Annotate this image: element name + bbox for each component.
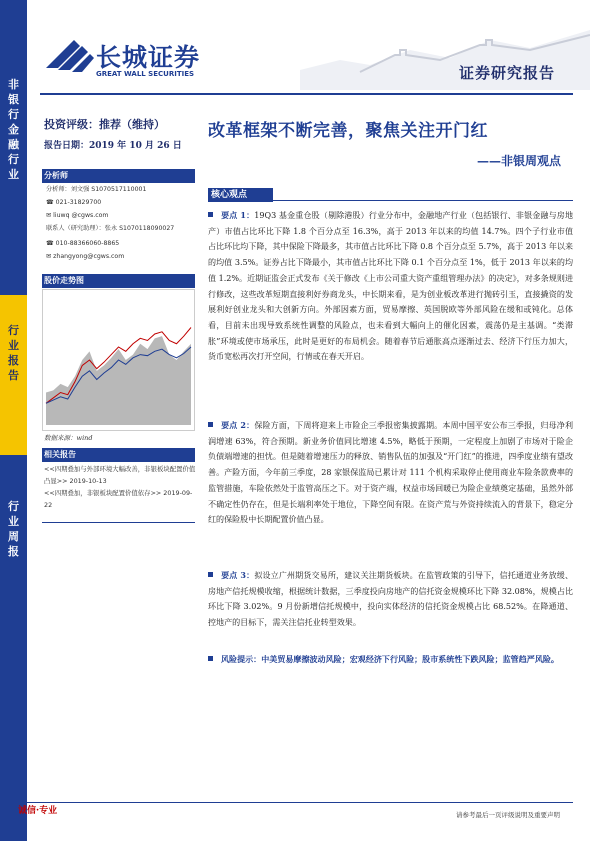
sidebar-char: 业 [8, 515, 19, 528]
analyst-header: 分析师 [42, 169, 195, 183]
core-views-divider [273, 200, 573, 201]
key-point-text: 拟设立广州期货交易所，建议关注期货板块。在监管政策的引导下，信托通道业务放缓、房地产信托规模收缩，根据统计数据，三季度投向房地产的信托资金规模环比下降 32.08%，规模占比环比下降 3.02%。9 月份新增信托规模中，投向实体经济的信托资金规模占比 68.52%。在降通道、控地产的目标下，需关注信托业转型效果。 [208, 571, 573, 628]
core-views-header: 核心观点 [208, 188, 273, 202]
related-report-item[interactable]: <<四期叠加与外部环境大幅改善，非银板块配置价值凸显>> 2019-10-13 [44, 465, 196, 485]
key-point-label: 要点 2： [221, 420, 255, 430]
sidebar-char: 行 [8, 153, 19, 166]
report-date: 报告日期：2019 年 10 月 26 日 [44, 141, 182, 151]
key-point-2 [208, 418, 573, 528]
analyst-name: 分析师：刘文强 S1070517110001 [46, 186, 147, 193]
related-report-item[interactable]: <<四期叠加，非银板块配置价值依存>> 2019-09-22 [44, 489, 193, 509]
sidebar-weekly-label [0, 455, 27, 841]
key-point-text: 19Q3 基金重仓股（剔除港股）行业分布中，金融地产行业（包括银行、非银金融与房地产）市值占比环比下降 1.8 个百分点至 16.3%，高于 2013 年以来的均值 14.7%。四个子行业市值占比环比均下降，其中保险下降最多，其市值占比环比下降 0.8 个百分点至 5.7%，高于 2013 年以来的均值 3.5%。证券占比下降最小，其市值占比环比下降 0.1 个百分点至 1%，低于 2013 年以来的均值 1.2%。近期证监会正式发布《关于修改《上市公司重大资产重组管理办法》的决定》，对多条规则进行修改，这些改革短期直接利好券商龙头，中长期来看，是为创业板改革进行抛砖引玉，直接撬资的发展利好创业龙头和大创新方向。外部因素方面，贸易摩擦、英国脱欧等外部风险在缓和或钝化。总体看，目前未出现导致系统性调整的风险点，也未看到大幅向上的催化因素，震荡仍是主基调。“类滞胀”环境或使市场承压，此时是更好的布局机会。随着春节后通胀高点逐渐过去、经济下行压力加大，货币宽松再次打开空间，行情或在春天开启。 [208, 211, 573, 362]
left-column-divider [42, 522, 195, 523]
sidebar-industry-label [0, 0, 27, 295]
sidebar-char: 报 [8, 545, 19, 558]
sidebar-char: 报 [8, 354, 19, 367]
footer-disclaimer: 请参考最后一页评级说明及重要声明 [456, 811, 560, 819]
sidebar-char: 非 [8, 78, 19, 91]
stock-chart-header: 股价走势图 [42, 274, 195, 288]
report-type: 证券研究报告 [458, 64, 555, 82]
risk-label: 风险提示： [221, 654, 262, 664]
analyst-email[interactable]: ✉ liuwq @cgws.com [46, 212, 109, 219]
sidebar-char: 金 [8, 123, 19, 136]
assistant-email[interactable]: ✉ zhangyong@cgws.com [46, 253, 125, 260]
sidebar-char: 周 [8, 530, 19, 543]
bullet-icon [208, 656, 213, 661]
risk-warning [208, 652, 573, 668]
sidebar-char: 行 [8, 108, 19, 121]
key-point-label: 要点 1： [221, 210, 255, 220]
sidebar-char: 告 [8, 369, 19, 382]
sidebar-char: 融 [8, 138, 19, 151]
chart-area-series [46, 336, 191, 425]
key-point-label: 要点 3： [221, 570, 255, 580]
stock-price-chart [42, 289, 195, 431]
sidebar-char: 行 [8, 324, 19, 337]
assistant-name: 联系人（研究助理）：张永 S1070118090027 [46, 225, 175, 232]
header-divider [40, 93, 573, 95]
bullet-icon [208, 212, 213, 217]
key-point-text: 保险方面，下周将迎来上市险企三季报密集披露期。本周中国平安公布三季报，归母净利润增速 63%，符合预期。新业务价值同比增速 4.5%，略低于预期，一定程度上加剧了市场对于险企负债端增速的担忧。但是随着增速压力的释放、销售队伍的加强及“开门红”的推进，四季度业绩有望改善。产险方面，今年前三季度，28 家银保监局已累计对 111 个机构采取停止使用商业车险条款费率的监管措施，车险依然处于监管高压之下。对于资产端，权益市场回暖已为险企业绩奠定基础，虽然外部不确定性仍存在，但是长端利率处于地位，下降空间有限。在资产荒与外资持续流入的背景下，稳定分红的保险股中长期配置价值凸显。 [208, 421, 573, 525]
footer-mark: 诚信·专业 [18, 806, 58, 816]
footer-divider [22, 802, 573, 803]
sidebar-report-label [0, 295, 27, 455]
bullet-icon [208, 422, 213, 427]
sidebar-char: 业 [8, 168, 19, 181]
related-reports-header: 相关报告 [42, 448, 195, 462]
key-point-3 [208, 568, 573, 631]
risk-text: 中美贸易摩擦波动风险；宏观经济下行风险；股市系统性下跌风险；监管趋严风险。 [261, 654, 559, 664]
company-name-cn: 长城证券 [96, 43, 201, 72]
bullet-icon [208, 572, 213, 577]
sidebar-char: 银 [8, 93, 19, 106]
assistant-phone: ☎ 010-88366060-8865 [46, 240, 120, 247]
sidebar-char: 业 [8, 339, 19, 352]
company-name-en: GREAT WALL SECURITIES [96, 70, 195, 78]
analyst-phone: ☎ 021-31829700 [46, 199, 102, 206]
investment-rating: 投资评级：推荐（维持） [44, 118, 165, 131]
data-source: 数据来源：wind [44, 434, 93, 442]
key-point-1 [208, 208, 573, 365]
report-subtitle: ——非银周观点 [476, 154, 561, 168]
report-title: 改革框架不断完善，聚焦关注开门红 [208, 121, 488, 141]
sidebar-char: 行 [8, 500, 19, 513]
